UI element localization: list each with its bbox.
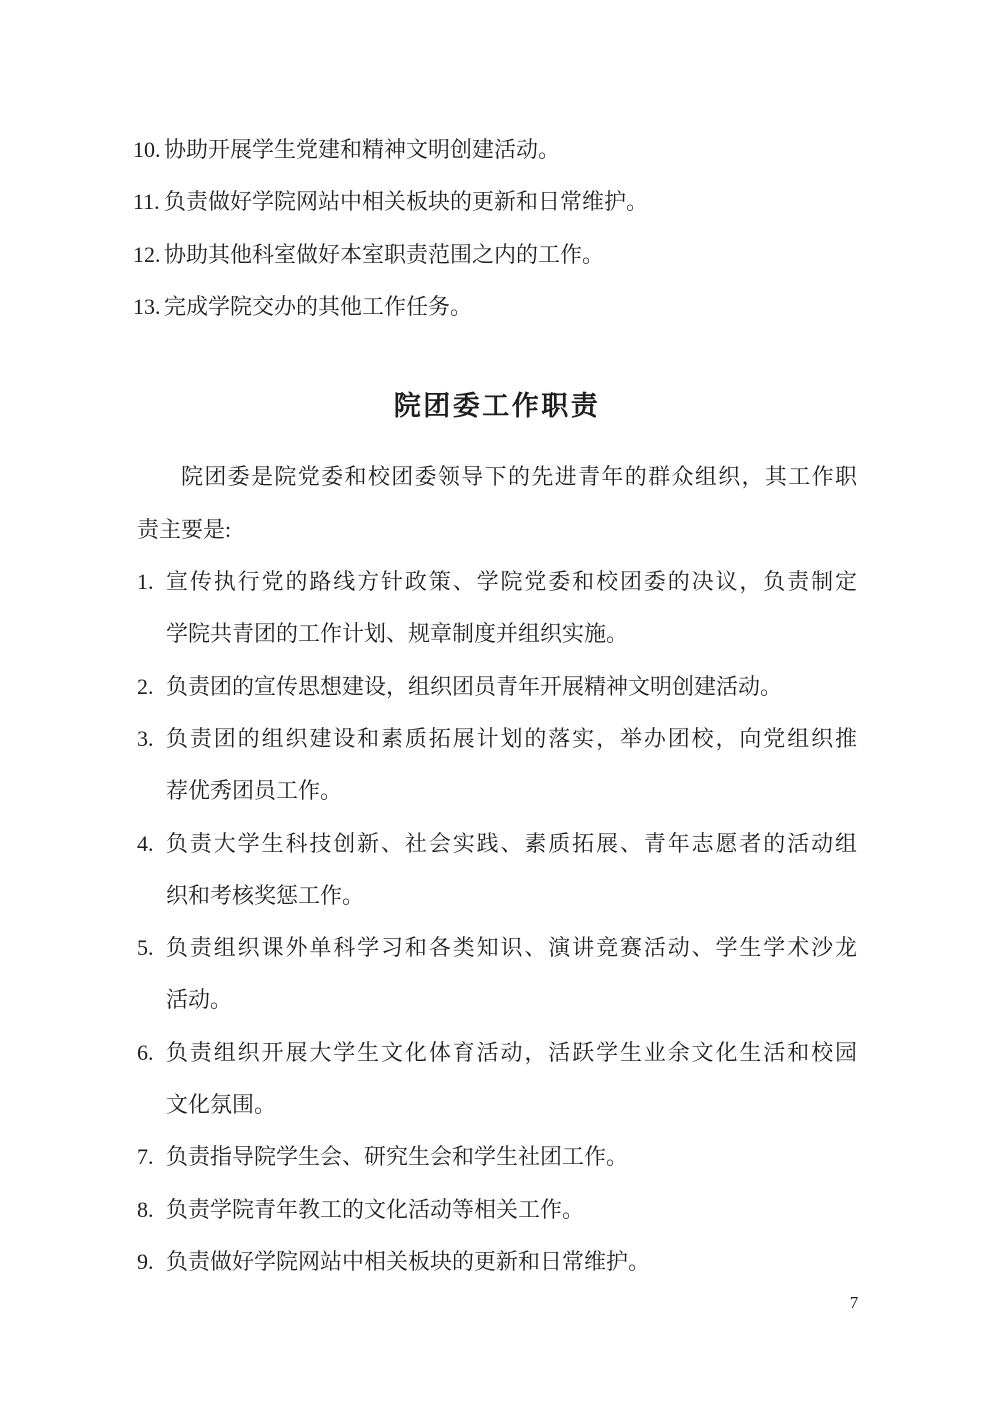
item-text-line: 文化氛围。 (166, 1092, 277, 1118)
numbered-item (137, 556, 857, 661)
item-number: 12. (133, 241, 161, 267)
item-text-line: 活动。 (166, 987, 233, 1013)
item-text (164, 281, 857, 333)
numbered-item (133, 281, 857, 333)
item-text-line: 负责做好学院网站中相关板块的更新和日常维护。 (164, 189, 649, 215)
item-text-line: 负责学院青年教工的文化活动等相关工作。 (166, 1196, 585, 1222)
item-text (164, 124, 857, 176)
document-body (133, 124, 857, 1288)
numbered-item (133, 229, 857, 281)
item-number: 10. (133, 137, 161, 162)
item-number: 2. (137, 673, 154, 699)
numbered-item (137, 661, 857, 713)
item-text-line: 宣传执行党的路线方针政策、学院党委和校团委的决议，负责制定 (166, 569, 857, 595)
item-text (166, 818, 857, 923)
item-number: 11. (133, 189, 160, 215)
section-title: 院团委工作职责 (393, 391, 601, 422)
item-text-line: 协助开展学生党建和精神文明创建活动。 (164, 137, 561, 162)
item-text (166, 661, 857, 713)
item-number: 9. (137, 1248, 154, 1274)
intro-text-line: 院团委是院党委和校团委领导下的先进青年的群众组织，其工作职 (181, 464, 857, 490)
numbered-item (137, 922, 857, 1027)
item-number: 3. (137, 725, 154, 751)
item-text (166, 1236, 857, 1288)
item-number: 1. (137, 569, 154, 595)
item-text-line: 学院共青团的工作计划、规章制度并组织实施。 (166, 621, 629, 647)
item-number: 6. (137, 1039, 154, 1065)
item-text (164, 176, 857, 228)
numbered-item (137, 713, 857, 818)
numbered-item (137, 818, 857, 923)
item-text-line: 负责团的组织建设和素质拓展计划的落实，举办团校，向党组织推 (166, 725, 857, 751)
item-text-line: 协助其他科室做好本室职责范围之内的工作。 (164, 241, 605, 267)
item-text (166, 922, 857, 1027)
item-text (166, 1184, 857, 1236)
intro-paragraph (137, 451, 857, 556)
page-number: 7 (849, 1293, 859, 1312)
item-number: 7. (137, 1144, 154, 1170)
item-text (166, 556, 857, 661)
item-text-line: 荐优秀团员工作。 (166, 778, 343, 804)
item-text-line: 负责组织课外单科学习和各类知识、演讲竞赛活动、学生学术沙龙 (166, 935, 857, 961)
item-text-line: 织和考核奖惩工作。 (166, 882, 365, 908)
numbered-item (137, 1236, 857, 1288)
numbered-item (133, 124, 857, 176)
item-text-line: 负责做好学院网站中相关板块的更新和日常维护。 (166, 1248, 651, 1274)
numbered-item (137, 1184, 857, 1236)
numbered-item (133, 176, 857, 228)
item-text (164, 229, 857, 281)
item-text-line: 负责团的宣传思想建设，组织团员青年开展精神文明创建活动。 (166, 673, 783, 699)
numbered-item (137, 1027, 857, 1132)
item-text (166, 713, 857, 818)
numbered-list-continued (133, 124, 857, 333)
item-number: 4. (137, 830, 154, 856)
item-number: 8. (137, 1196, 154, 1222)
item-text-line: 负责大学生科技创新、社会实践、素质拓展、青年志愿者的活动组 (166, 830, 857, 856)
item-text-line: 负责组织开展大学生文化体育活动，活跃学生业余文化生活和校园 (166, 1039, 857, 1065)
numbered-list-main (137, 556, 857, 1288)
numbered-item (137, 1131, 857, 1183)
item-number: 5. (137, 935, 154, 961)
item-text (166, 1027, 857, 1132)
item-text-line: 完成学院交办的其他工作任务。 (164, 293, 473, 319)
intro-text-line: 责主要是: (137, 516, 232, 542)
item-text-line: 负责指导院学生会、研究生会和学生社团工作。 (166, 1144, 629, 1170)
item-number: 13. (133, 293, 161, 319)
item-text (166, 1131, 857, 1183)
